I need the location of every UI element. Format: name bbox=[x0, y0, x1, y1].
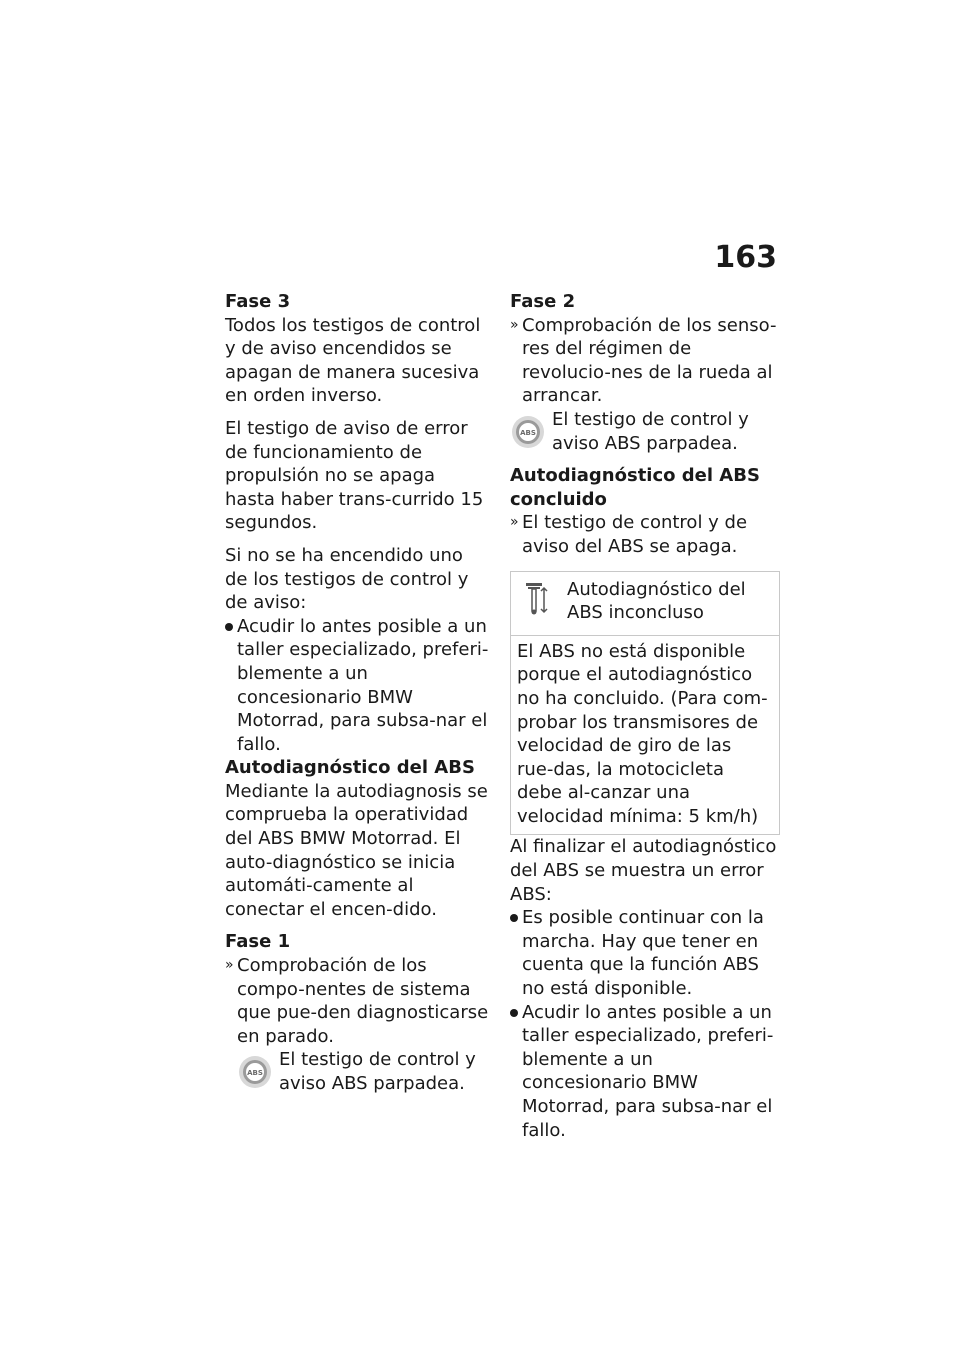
abs-warning-light-icon bbox=[237, 1054, 273, 1090]
after-paragraph: Al finalizar el autodiagnóstico del ABS se muestra un error ABS: bbox=[510, 836, 777, 905]
abs-warning-light-icon bbox=[510, 414, 546, 450]
error-paragraph: El testigo de aviso de error de funcionamiento de propulsión no se apaga hasta haber trans-currido 15 segundos. bbox=[225, 417, 484, 534]
bullet-dot-icon bbox=[225, 623, 233, 631]
abs-selfdiagnosis-heading: Autodiagnóstico del ABS bbox=[225, 757, 475, 779]
bullet-dot-icon bbox=[510, 914, 518, 922]
page-number: 163 bbox=[714, 240, 777, 275]
motorcycle-stand-warning-icon bbox=[517, 578, 557, 618]
fase1-heading: Fase 1 bbox=[225, 931, 291, 953]
svg-text:ABS: ABS bbox=[247, 1069, 263, 1078]
warning-box bbox=[510, 571, 780, 836]
right-column bbox=[510, 290, 780, 1142]
continue-bullet bbox=[510, 906, 780, 1000]
step-marker: » bbox=[510, 316, 519, 333]
warning-title: Autodiagnóstico del ABS inconcluso bbox=[567, 578, 746, 624]
dealer-bullet bbox=[225, 615, 490, 757]
notlit-paragraph: Si no se ha encendido uno de los testigos de control y de aviso: bbox=[225, 544, 469, 614]
fase1-abs-text: El testigo de control y aviso ABS parpadea. bbox=[279, 1049, 476, 1094]
dealer-bullet-text: Acudir lo antes posible a un taller especializado, preferi-blemente a un concesionario BMW Motorrad, para subsa-nar el fallo. bbox=[237, 615, 489, 755]
left-column bbox=[225, 290, 490, 1105]
fase2-heading: Fase 2 bbox=[510, 291, 576, 312]
step-marker: » bbox=[225, 957, 234, 974]
concluded-step bbox=[510, 511, 780, 558]
abs-concluded-heading: Autodiagnóstico del ABS concluido bbox=[510, 465, 760, 510]
fase2-step-text: Comprobación de los senso-res del régimen de revolucio-nes de la rueda al arrancar. bbox=[522, 314, 777, 407]
warning-header bbox=[511, 572, 779, 636]
dealer-bullet bbox=[510, 1001, 780, 1143]
svg-text:ABS: ABS bbox=[520, 428, 536, 437]
fase2-abs-text: El testigo de control y aviso ABS parpadea. bbox=[552, 408, 749, 454]
fase2-abs-indicator bbox=[510, 408, 780, 455]
step-marker: » bbox=[510, 514, 519, 531]
fase3-heading: Fase 3 bbox=[225, 291, 291, 312]
fase1-step-text: Comprobación de los compo-nentes de sistema que pue-den diagnosticarse en parado. bbox=[237, 955, 489, 1047]
fase1-step bbox=[225, 954, 490, 1048]
fase1-abs-indicator bbox=[237, 1048, 490, 1095]
abs-selfdiagnosis-paragraph: Mediante la autodiagnosis se comprueba la operatividad del ABS BMW Motorrad. El auto-diagnóstico se inicia automáti-camente al conectar el encen-dido. bbox=[225, 780, 488, 920]
fase3-paragraph: Todos los testigos de control y de aviso encendidos se apagan de manera sucesiva en orden inverso. bbox=[225, 314, 481, 407]
continue-bullet-text: Es posible continuar con la marcha. Hay que tener en cuenta que la función ABS no está disponible. bbox=[522, 907, 764, 1000]
dealer-bullet-text: Acudir lo antes posible a un taller especializado, preferi-blemente a un concesionario BMW Motorrad, para subsa-nar el fallo. bbox=[522, 1001, 774, 1141]
fase2-step bbox=[510, 314, 780, 408]
warning-body: El ABS no está disponible porque el autodiagnóstico no ha concluido. (Para com-probar los transmisores de velocidad de giro de las rue-das, la motocicleta debe al-canzar una velocidad mínima: 5 km/h) bbox=[517, 640, 768, 827]
concluded-step-text: El testigo de control y de aviso del ABS se apaga. bbox=[522, 512, 748, 557]
bullet-dot-icon bbox=[510, 1009, 518, 1017]
